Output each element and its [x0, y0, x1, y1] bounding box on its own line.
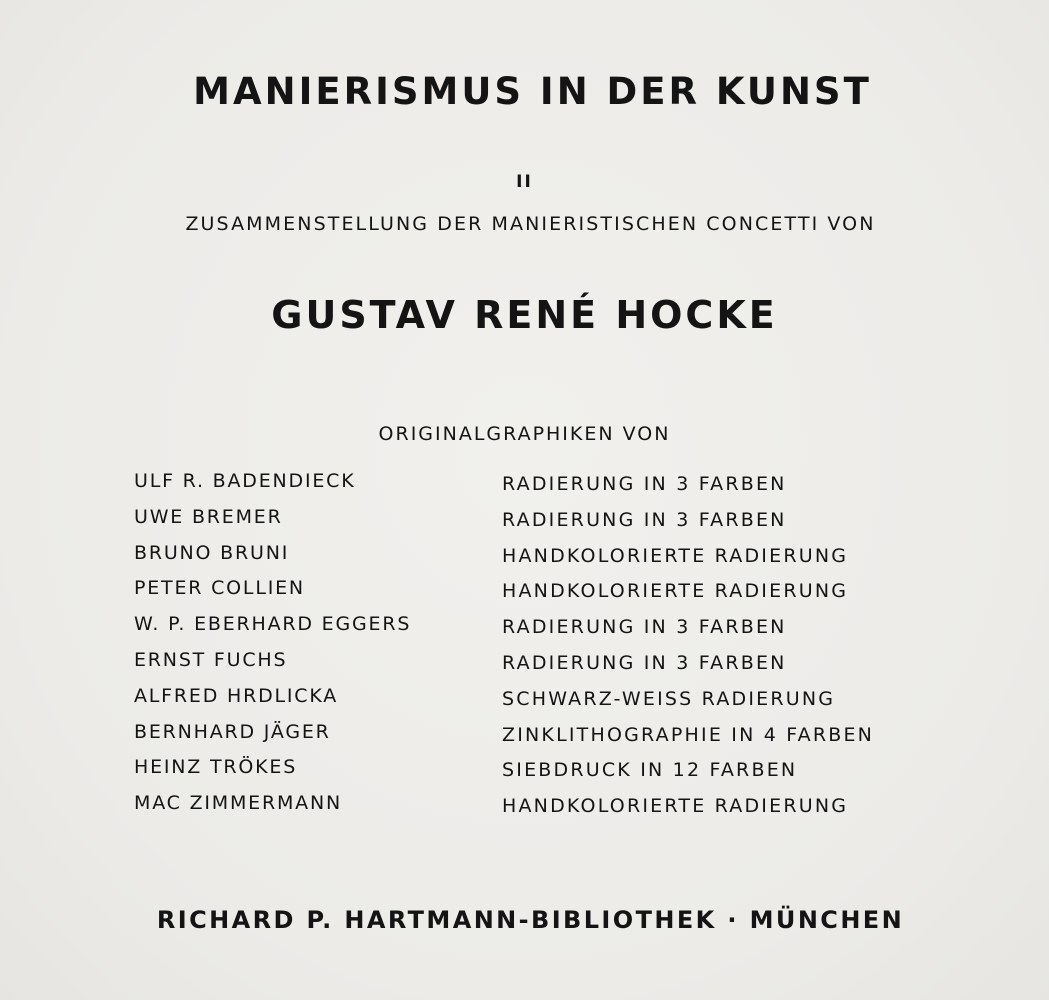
author-name: GUSTAV RENÉ HOCKE	[271, 293, 778, 337]
artist-technique: SIEBDRUCK IN 12 FARBEN	[502, 759, 798, 782]
artist-name: BERNHARD JÄGER	[134, 720, 331, 743]
artist-name: BRUNO BRUNI	[134, 541, 290, 564]
artist-row	[134, 792, 954, 828]
originals-heading: ORIGINALGRAPHIKEN VON	[378, 423, 671, 445]
artist-technique: ZINKLITHOGRAPHIE IN 4 FARBEN	[502, 723, 875, 746]
artist-technique: HANDKOLORIERTE RADIERUNG	[502, 544, 849, 567]
artist-technique: HANDKOLORIERTE RADIERUNG	[502, 795, 849, 818]
artist-list	[134, 470, 954, 828]
artist-row	[134, 649, 954, 685]
artist-name: PETER COLLIEN	[134, 577, 305, 600]
artist-row	[134, 685, 954, 721]
artist-technique: RADIERUNG IN 3 FARBEN	[502, 616, 787, 639]
artist-row	[134, 756, 954, 792]
artist-technique: RADIERUNG IN 3 FARBEN	[502, 508, 787, 531]
artist-row	[134, 721, 954, 757]
artist-name: MAC ZIMMERMANN	[134, 792, 342, 815]
volume-number: II	[516, 172, 533, 192]
artist-name: HEINZ TRÖKES	[134, 756, 298, 779]
artist-technique: RADIERUNG IN 3 FARBEN	[502, 651, 787, 674]
artist-name: ALFRED HRDLICKA	[134, 684, 339, 707]
artist-row	[134, 542, 954, 578]
artist-name: UWE BREMER	[134, 505, 283, 528]
artist-technique: HANDKOLORIERTE RADIERUNG	[502, 580, 849, 603]
subtitle: ZUSAMMENSTELLUNG DER MANIERISTISCHEN CONCETTI VON	[185, 213, 876, 235]
artist-name: W. P. EBERHARD EGGERS	[134, 613, 412, 636]
artist-technique: SCHWARZ-WEISS RADIERUNG	[502, 687, 836, 710]
book-title: MANIERISMUS IN DER KUNST	[193, 70, 872, 113]
artist-row	[134, 470, 954, 506]
artist-name: ERNST FUCHS	[134, 648, 288, 671]
artist-row	[134, 613, 954, 649]
artist-row	[134, 577, 954, 613]
publisher-imprint: RICHARD P. HARTMANN-BIBLIOTHEK · MÜNCHEN	[156, 906, 905, 934]
artist-row	[134, 506, 954, 542]
artist-name: ULF R. BADENDIECK	[134, 470, 356, 492]
artist-technique: RADIERUNG IN 3 FARBEN	[502, 473, 787, 495]
